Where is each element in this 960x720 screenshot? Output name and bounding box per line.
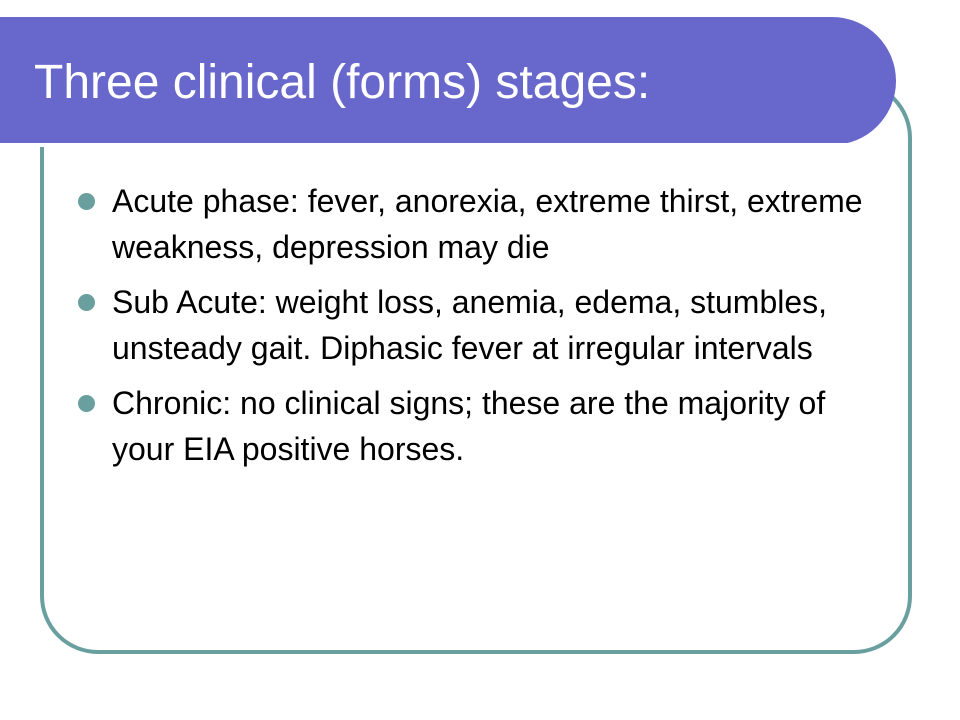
bullet-item-chronic xyxy=(78,380,878,472)
slide-title: Three clinical (forms) stages: xyxy=(34,56,651,109)
bullet-text: Chronic: no clinical signs; these are the majority of your EIA positive horses. xyxy=(112,385,826,467)
bullet-icon xyxy=(78,294,95,311)
title-underline xyxy=(0,143,848,147)
bullet-list xyxy=(78,178,878,481)
bullet-icon xyxy=(78,193,95,210)
bullet-text: Sub Acute: weight loss, anemia, edema, stumbles, unsteady gait. Diphasic fever at irregular intervals xyxy=(112,284,828,366)
bullet-icon xyxy=(78,395,95,412)
bullet-item-acute xyxy=(78,178,878,270)
title-bar xyxy=(0,17,896,145)
bullet-item-sub-acute xyxy=(78,279,878,371)
bullet-text: Acute phase: fever, anorexia, extreme thirst, extreme weakness, depression may die xyxy=(112,183,863,265)
